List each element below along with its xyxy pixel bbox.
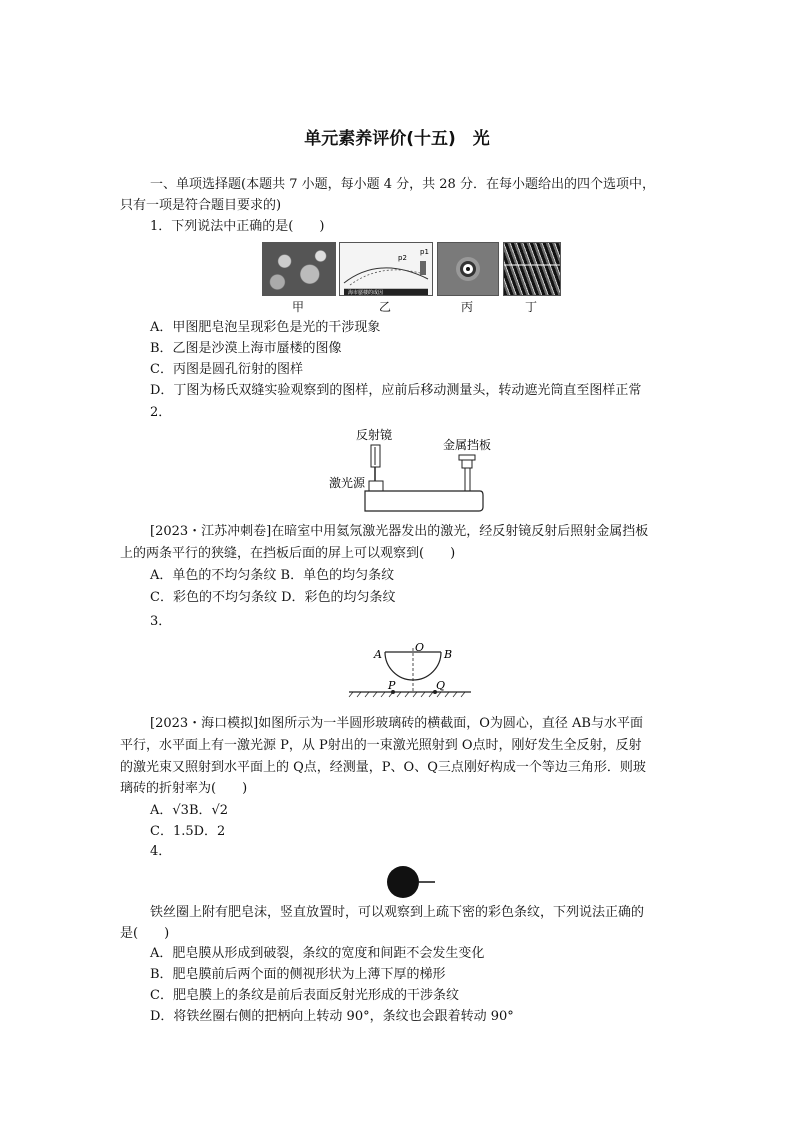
q3-stem-line2: 平行，水平面上有一激光源 P，从 P射出的一束激光照射到 O点时，刚好发生全反射，反射 [120,738,642,753]
q3-stem-line3: 的激光束又照射到水平面上的 Q点，经测量，P、O、Q三点刚好构成一个等边三角形．则玻 [120,760,646,775]
q4-option-c: C．肥皂膜上的条纹是前后表面反射光形成的干涉条纹 [150,988,459,1003]
q2-option-ab: A．单色的不均匀条纹 B．单色的均匀条纹 [150,568,395,583]
label-A: A [374,648,382,661]
section-intro-line2: 只有一项是符合题目要求的) [120,198,282,213]
label-P: P [388,679,396,692]
q2-number: 2． [150,405,172,420]
q2-stem-line1: [2023・江苏冲刺卷]在暗室中用氦氖激光器发出的激光，经反射镜反射后照射金属挡板 [150,524,649,539]
mirage-diagram [339,242,433,296]
caption-ding: 丁 [524,300,537,314]
mirage-svg [340,243,432,295]
label-mirror: 反射镜 [356,428,393,442]
semicircle-glass-figure [345,640,475,702]
q1-option-c: C．丙图是圆孔衍射的图样 [150,362,303,377]
label-B: B [444,648,453,661]
q1-option-d: D．丁图为杨氏双缝实验观察到的图样，应前后移动测量头，转动遮光筒直至图样正常 [150,383,642,398]
q3-option-cd: C．1.5D．2 [150,824,226,839]
label-p1: p1 [420,248,429,256]
diffraction-photo [437,242,499,296]
bubble-photo [262,242,336,296]
q4-option-b: B．肥皂膜前后两个面的侧视形状为上薄下厚的梯形 [150,967,446,982]
q1-option-b: B．乙图是沙漠上海市蜃楼的图像 [150,341,342,356]
laser-apparatus-figure [325,425,505,517]
q2-stem-line2: 上的两条平行的狭缝，在挡板后面的屏上可以观察到( ) [120,546,456,561]
label-O: O [415,641,425,654]
label-plate: 金属挡板 [443,438,492,452]
label-laser: 激光源 [329,476,366,490]
fringe-svg [504,243,560,295]
caption-bing: 丙 [460,300,473,314]
diffraction-svg [438,243,498,295]
q3-option-ab: A．√3B．√2 [150,803,229,818]
q3-stem-line1: [2023・海口模拟]如图所示为一半圆形玻璃砖的横截面，O为圆心，直径 AB与水平面 [150,716,643,731]
wire-loop-figure [385,864,437,900]
caption-yi: 乙 [378,300,391,314]
q1-stem: 1．下列说法中正确的是( ) [150,219,325,234]
fringe-photo [503,242,561,296]
q4-option-a: A．肥皂膜从形成到破裂，条纹的宽度和间距不会发生变化 [150,946,485,961]
caption-jia: 甲 [291,300,304,314]
section-intro-line1: 一、单项选择题(本题共 7 小题，每小题 4 分，共 28 分．在每小题给出的四个选项中， [150,177,655,192]
page-title: 单元素养评价(十五) 光 [304,129,490,149]
label-Q: Q [436,679,446,692]
label-p2: p2 [398,254,407,262]
q3-stem-line4: 璃砖的折射率为( ) [120,781,248,796]
q4-number: 4． [150,844,172,859]
label-mirage-cause: 海市蜃楼的成因 [348,290,384,295]
q3-number: 3． [150,614,172,629]
q4-stem-line2: 是( ) [120,926,170,941]
q2-option-cd: C．彩色的不均匀条纹 D．彩色的均匀条纹 [150,590,396,605]
q4-stem-line1: 铁丝圈上附有肥皂沫，竖直放置时，可以观察到上疏下密的彩色条纹，下列说法正确的 [150,905,645,920]
q1-option-a: A．甲图肥皂泡呈现彩色是光的干涉现象 [150,320,381,335]
q4-option-d: D．将铁丝圈右侧的把柄向上转动 90°，条纹也会跟着转动 90° [150,1009,514,1024]
